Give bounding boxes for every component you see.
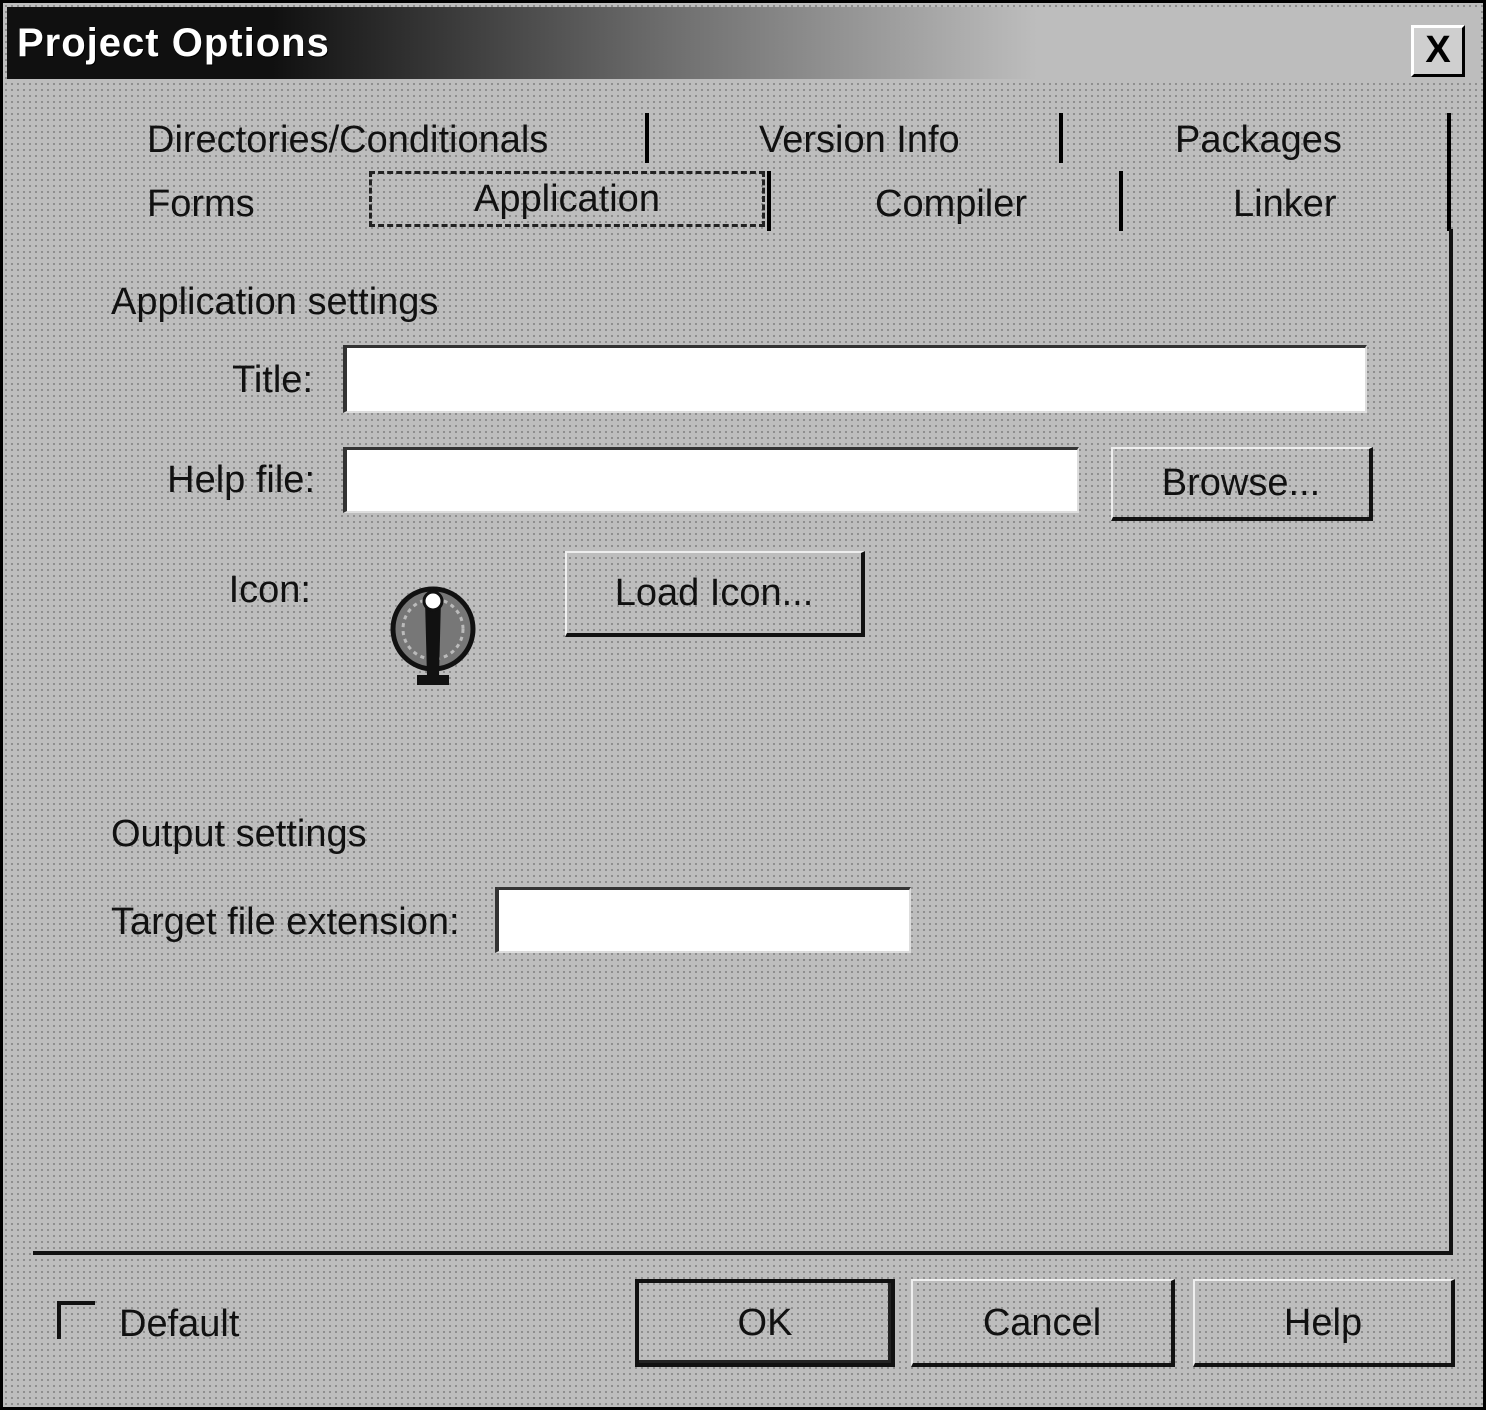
tab-forms[interactable]: Forms [147, 183, 255, 225]
target-file-extension-label: Target file extension: [111, 901, 460, 943]
tab-separator [645, 113, 649, 163]
tab-separator [1447, 113, 1451, 231]
help-file-label: Help file: [167, 459, 315, 501]
tab-version-info[interactable]: Version Info [759, 119, 960, 161]
tab-page-border [33, 1251, 1453, 1255]
title-input[interactable] [343, 345, 1367, 413]
target-file-extension-input[interactable] [495, 887, 911, 953]
tab-separator [1059, 113, 1063, 163]
tab-application[interactable] [369, 171, 765, 227]
title-bar[interactable] [7, 7, 1479, 79]
default-label: Default [119, 1303, 240, 1345]
tab-separator [767, 171, 771, 231]
tab-compiler[interactable]: Compiler [875, 183, 1028, 225]
tab-linker[interactable]: Linker [1233, 183, 1337, 225]
close-button[interactable]: X [1411, 25, 1465, 77]
help-button-label: Help [1283, 1302, 1363, 1344]
browse-button[interactable] [1111, 447, 1373, 521]
application-torch-icon [383, 581, 483, 693]
application-settings-heading: Application settings [111, 281, 439, 323]
title-label: Title: [232, 359, 313, 401]
tab-packages[interactable]: Packages [1175, 119, 1342, 161]
load-icon-button-label: Load Icon... [614, 572, 814, 614]
default-checkbox[interactable] [57, 1301, 95, 1339]
window-title: Project Options [17, 21, 330, 65]
browse-button-label: Browse... [1161, 462, 1321, 504]
ok-button-label: OK [737, 1302, 793, 1344]
output-settings-heading: Output settings [111, 813, 367, 855]
icon-label: Icon: [228, 569, 311, 611]
tab-directories-conditionals[interactable]: Directories/Conditionals [147, 119, 549, 161]
tab-separator [1119, 171, 1123, 231]
cancel-button-label: Cancel [982, 1302, 1102, 1344]
cancel-button[interactable] [911, 1279, 1175, 1367]
ok-button[interactable] [635, 1279, 895, 1367]
tab-page-border [1449, 229, 1453, 1251]
load-icon-button[interactable] [565, 551, 865, 637]
tab-application-label: Application [474, 178, 660, 220]
help-file-input[interactable] [343, 447, 1079, 513]
application-icon [383, 581, 483, 693]
help-button[interactable] [1193, 1279, 1455, 1367]
